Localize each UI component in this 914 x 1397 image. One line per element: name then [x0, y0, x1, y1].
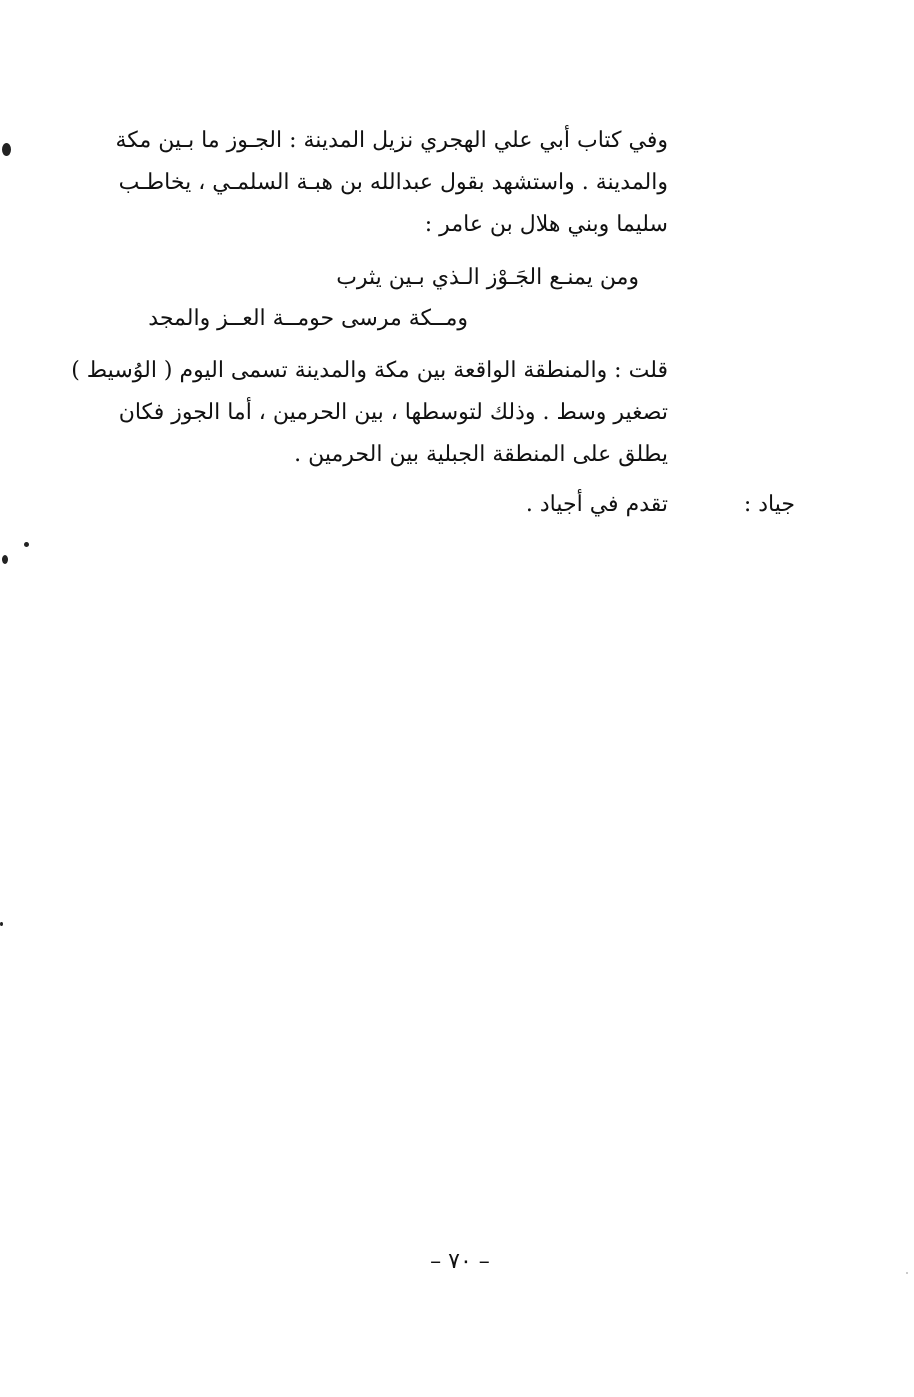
- entry-definition: تقدم في أجياد .: [525, 492, 668, 517]
- paragraph-line: قلت : والمنطقة الواقعة بين مكة والمدينة تسمى اليوم ( الوُسيط ): [71, 358, 668, 383]
- scan-speck: [906, 1272, 908, 1274]
- paragraph-jawz-source: [115, 120, 668, 246]
- page-number: – ٧٠ –: [430, 1249, 490, 1274]
- paragraph-line: والمدينة . واستشهد بقول عبدالله بن هبـة السلمـي ، يخاطـب: [118, 170, 668, 195]
- poem-verse-1: ومن يمنـع الجَـوْز الـذي بـين يثرب: [336, 265, 639, 290]
- scan-speck: [0, 922, 3, 926]
- paragraph-line: يطلق على المنطقة الجبلية بين الحرمين .: [294, 442, 668, 467]
- paragraph-line: تصغير وسط . وذلك لتوسطها ، بين الحرمين ، أما الجوز فكان: [118, 400, 668, 425]
- paragraph-line: وفي كتاب أبي علي الهجري نزيل المدينة : الجـوز ما بـين مكة: [115, 128, 668, 153]
- scan-speck: [2, 143, 11, 156]
- scan-speck: [2, 555, 8, 564]
- entry-term: جياد :: [743, 492, 795, 517]
- paragraph-line: سليما وبني هلال بن عامر :: [424, 212, 668, 237]
- scan-speck: [24, 542, 29, 547]
- paragraph-wusayt-note: [71, 350, 668, 476]
- poem-verse-2: ومــكة مرسى حومــة العــز والمجد: [148, 306, 468, 331]
